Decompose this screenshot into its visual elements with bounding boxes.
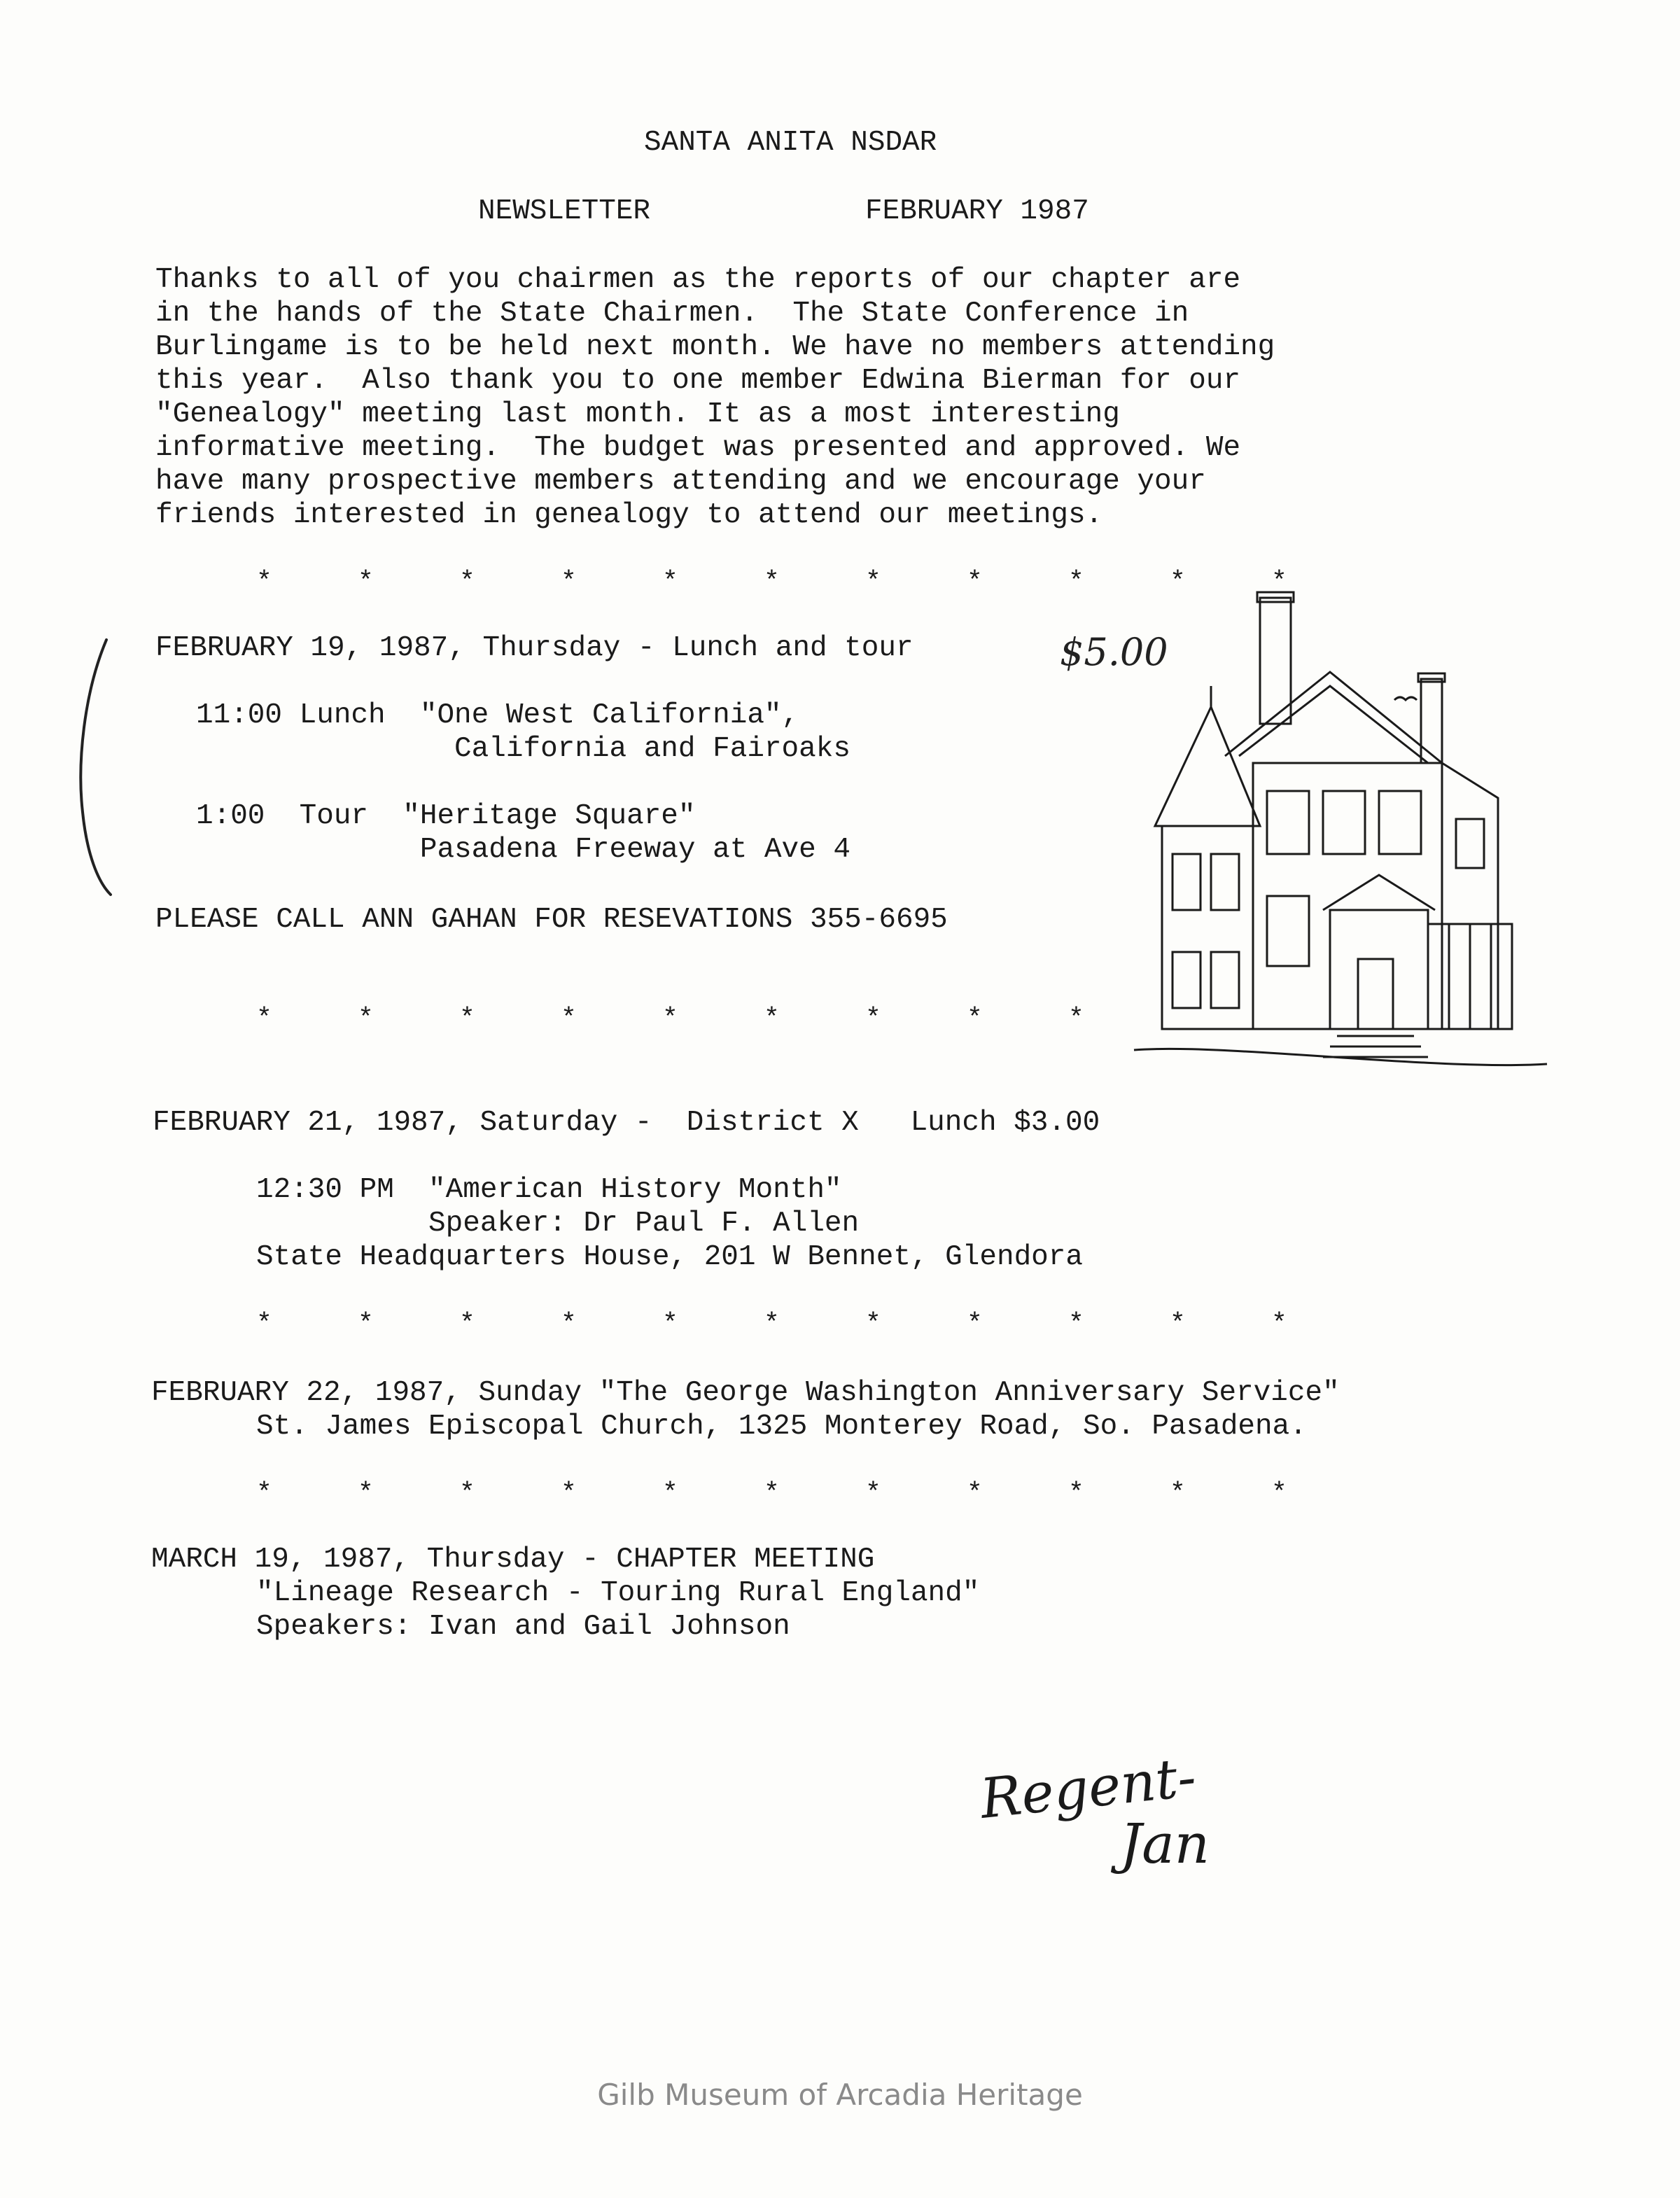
star: * [967, 1478, 983, 1508]
star: * [256, 567, 272, 597]
star: * [865, 1004, 881, 1034]
star: * [865, 567, 881, 597]
event-heading: MARCH 19, 1987, Thursday - CHAPTER MEETING [151, 1544, 875, 1576]
star: * [1068, 1478, 1084, 1508]
star: * [1068, 1309, 1084, 1339]
star: * [358, 1478, 374, 1508]
event-line: Speaker: Dr Paul F. Allen [256, 1208, 860, 1240]
star: * [662, 1478, 678, 1508]
star: * [1170, 567, 1186, 597]
star: * [662, 567, 678, 597]
intro-line: this year. Also thank you to one member Edwina Bierman for our [155, 365, 1241, 397]
intro-line: have many prospective members attending and we encourage your [155, 465, 1206, 498]
intro-line: friends interested in genealogy to attend our meetings. [155, 499, 1103, 531]
star: * [561, 1309, 577, 1339]
star: * [256, 1478, 272, 1508]
intro-line: Burlingame is to be held next month. We have no members attending [155, 331, 1275, 363]
intro-line: informative meeting. The budget was presented and approved. We [155, 432, 1241, 464]
star: * [256, 1004, 272, 1034]
event-line: 1:00 Tour "Heritage Square" [196, 800, 696, 832]
event-heading: FEBRUARY 22, 1987, Sunday "The George Washington Anniversary Service" [151, 1377, 1340, 1409]
event-line: Speakers: Ivan and Gail Johnson [256, 1611, 790, 1643]
event-line: 11:00 Lunch "One West California", [196, 699, 799, 732]
star: * [764, 1004, 780, 1034]
event-heading: FEBRUARY 21, 1987, Saturday - District X Lunch $3.00 [153, 1107, 1100, 1139]
event-line: Pasadena Freeway at Ave 4 [196, 834, 850, 866]
star: * [764, 1309, 780, 1339]
star: * [1170, 1478, 1186, 1508]
signature-line: Regent- [977, 1746, 1199, 1831]
intro-line: in the hands of the State Chairmen. The State Conference in [155, 298, 1189, 330]
star: * [459, 1004, 475, 1034]
event-line: California and Fairoaks [196, 733, 850, 765]
reservation-line: PLEASE CALL ANN GAHAN FOR RESEVATIONS 355-6695 [155, 904, 948, 936]
intro-line: "Genealogy" meeting last month. It as a most interesting [155, 398, 1120, 430]
star: * [1271, 1478, 1287, 1508]
event-heading: FEBRUARY 19, 1987, Thursday - Lunch and tour [155, 632, 913, 664]
star: * [967, 1004, 983, 1034]
star: * [459, 1309, 475, 1339]
newsletter-label: NEWSLETTER [478, 195, 651, 227]
star: * [459, 567, 475, 597]
star: * [459, 1478, 475, 1508]
star: * [256, 1309, 272, 1339]
star: * [1271, 1309, 1287, 1339]
star: * [358, 1004, 374, 1034]
event-line: St. James Episcopal Church, 1325 Monterey Road, So. Pasadena. [256, 1410, 1307, 1443]
star: * [561, 1478, 577, 1508]
star: * [561, 1004, 577, 1034]
star: * [865, 1478, 881, 1508]
event-line: "Lineage Research - Touring Rural England" [256, 1577, 980, 1609]
event-line: State Headquarters House, 201 W Bennet, Glendora [256, 1241, 1083, 1273]
event-line: 12:30 PM "American History Month" [256, 1174, 842, 1206]
star: * [1068, 1004, 1084, 1034]
star: * [967, 567, 983, 597]
star: * [358, 567, 374, 597]
star: * [561, 567, 577, 597]
star: * [967, 1309, 983, 1339]
star: * [1068, 567, 1084, 597]
star: * [764, 1478, 780, 1508]
intro-line: Thanks to all of you chairmen as the reports of our chapter are [155, 264, 1241, 296]
newsletter-date: FEBRUARY 1987 [865, 195, 1089, 227]
star: * [865, 1309, 881, 1339]
star: * [662, 1004, 678, 1034]
handwritten-bracket [70, 630, 126, 903]
star: * [1271, 567, 1287, 597]
handwritten-price: $5.00 [1060, 630, 1168, 674]
star: * [764, 567, 780, 597]
star: * [662, 1309, 678, 1339]
signature-line: Jan [1120, 1813, 1210, 1876]
victorian-house-illustration [1120, 588, 1554, 1078]
star: * [1170, 1309, 1186, 1339]
organization-title: SANTA ANITA NSDAR [644, 127, 937, 159]
star: * [358, 1309, 374, 1339]
archive-credit: Gilb Museum of Arcadia Heritage [597, 2078, 1083, 2112]
